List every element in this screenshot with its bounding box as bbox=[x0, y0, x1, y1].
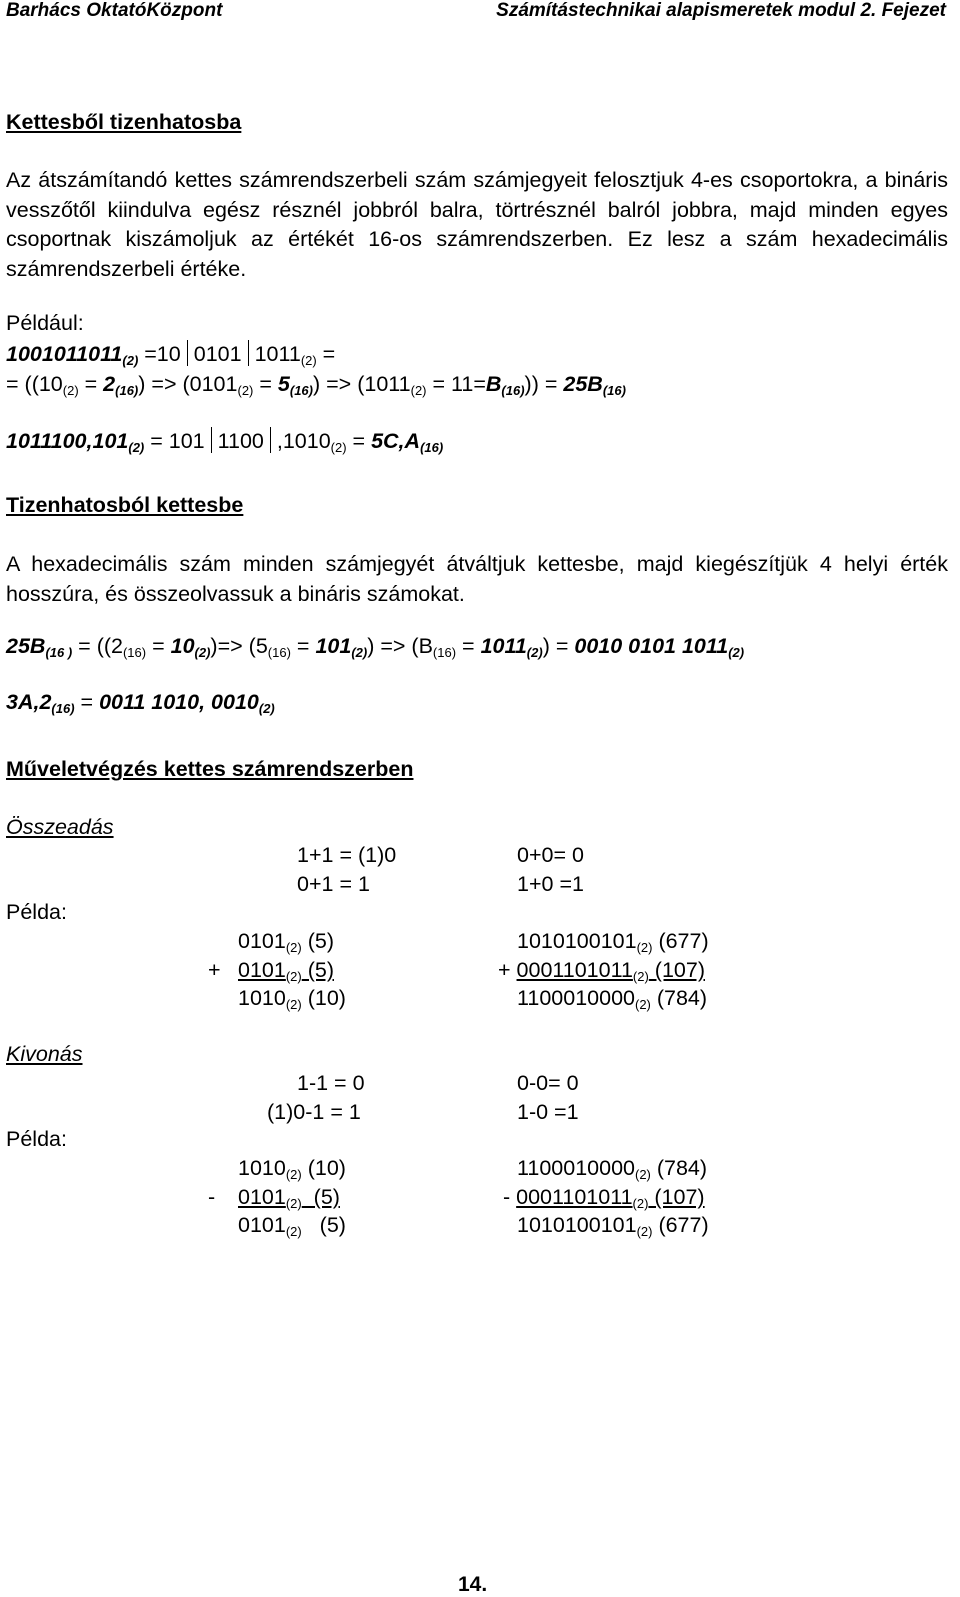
section-title-hex-to-binary: Tizenhatosból kettesbe bbox=[6, 493, 244, 517]
header-right: Számítástechnikai alapismeretek modul 2. Fejezet bbox=[496, 0, 946, 21]
example-2: $1011100,101_{(2)} = 101$ 1100 $,1010_{(2)} = 5C,A_{(16)}$ bbox=[6, 429, 444, 455]
subtraction-left-result: $0101_{(2)}$ (5) bbox=[238, 1213, 346, 1239]
addition-example-label: Példa: bbox=[6, 900, 67, 924]
subtraction-left-row: $0101_{(2)}$ (5) bbox=[238, 1185, 340, 1211]
subtraction-example-label: Példa: bbox=[6, 1127, 67, 1151]
paragraph-binary-to-hex: Az átszámítandó kettes számrendszerbeli szám számjegyeit felosztjuk 4-es csoportokra, a bináris vesszőtől kiindulva egész résznél jobbról balra, törtrésznél balról jobbra, majd minden egyes csoportnak kiszámoljuk az értékét 16-os számrendszerben. Ez lesz a szám hexadecimális számrendszerbeli értéke. bbox=[6, 168, 948, 281]
hex-example-2: $3A,2_{(16)} = 0011$ 1010, $0010_{(2)}$ bbox=[6, 690, 275, 716]
section-title-binary-to-hex: Kettesből tizenhatosba bbox=[6, 110, 242, 134]
subtraction-rule: 1-0 =1 bbox=[517, 1100, 579, 1124]
subtraction-rule: (1)0-1 = 1 bbox=[267, 1100, 361, 1124]
example-1-line-2: = $((10_{(2)} = 2_{(16)}) => (0101_{(2)} = 5_{(16)}) => (1011_{(2)} = 11=B_{(16)})) = 25B_{(16)}$ bbox=[6, 372, 626, 398]
subtraction-right-result: $1010100101_{(2)}$ (677) bbox=[517, 1213, 709, 1239]
addition-rule: 1+0 =1 bbox=[517, 872, 584, 896]
page-number: 14. bbox=[458, 1573, 488, 1596]
addition-right-row: + $0001101011_{(2)}$ (107) bbox=[498, 958, 705, 984]
addition-right-result: $1100010000_{(2)}$ (784) bbox=[517, 986, 708, 1012]
header-left: Barhács OktatóKözpont bbox=[6, 0, 223, 21]
subtraction-left-row: $1010_{(2)}$ (10) bbox=[238, 1156, 346, 1182]
addition-operator: + bbox=[208, 958, 221, 982]
addition-rule: 0+1 = 1 bbox=[297, 872, 370, 896]
addition-rule: 1+1 = (1)0 bbox=[297, 843, 397, 867]
subtraction-rule: 0-0= 0 bbox=[517, 1071, 579, 1095]
addition-title: Összeadás bbox=[6, 815, 114, 839]
example-1-line-1: $1001011011_{(2)} =10$ 0101 $1011_{(2)}$ = bbox=[6, 342, 336, 368]
addition-left-result: $1010_{(2)}$ (10) bbox=[238, 986, 346, 1012]
example-label: Például: bbox=[6, 311, 84, 335]
addition-left-row: $0101_{(2)}$ (5) bbox=[238, 958, 334, 984]
addition-right-row: $1010100101_{(2)}$ (677) bbox=[517, 929, 709, 955]
subtraction-title: Kivonás bbox=[6, 1042, 83, 1066]
addition-left-row: $0101_{(2)}$ (5) bbox=[238, 929, 334, 955]
subtraction-right-row: - $0001101011_{(2)}$ (107) bbox=[503, 1185, 705, 1211]
subtraction-rule: 1-1 = 0 bbox=[297, 1071, 365, 1095]
subtraction-operator: - bbox=[208, 1185, 216, 1209]
hex-example-1: $25B_{(16 )} = ((2_{(16)} = 10_{(2)})=> (5_{(16)} = 101_{(2)}) => (B_{(16)} = 1011_{(2)}) = 0010$ 0101 $1011_{(2)}$ bbox=[6, 634, 745, 660]
section-title-operations: Műveletvégzés kettes számrendszerben bbox=[6, 757, 414, 781]
paragraph-hex-to-binary: A hexadecimális szám minden számjegyét átváltjuk kettesbe, majd kiegészítjük 4 helyi érték hosszúra, és összeolvassuk a bináris számokat. bbox=[6, 552, 948, 606]
addition-rule: 0+0= 0 bbox=[517, 843, 584, 867]
subtraction-right-row: $1100010000_{(2)}$ (784) bbox=[517, 1156, 708, 1182]
